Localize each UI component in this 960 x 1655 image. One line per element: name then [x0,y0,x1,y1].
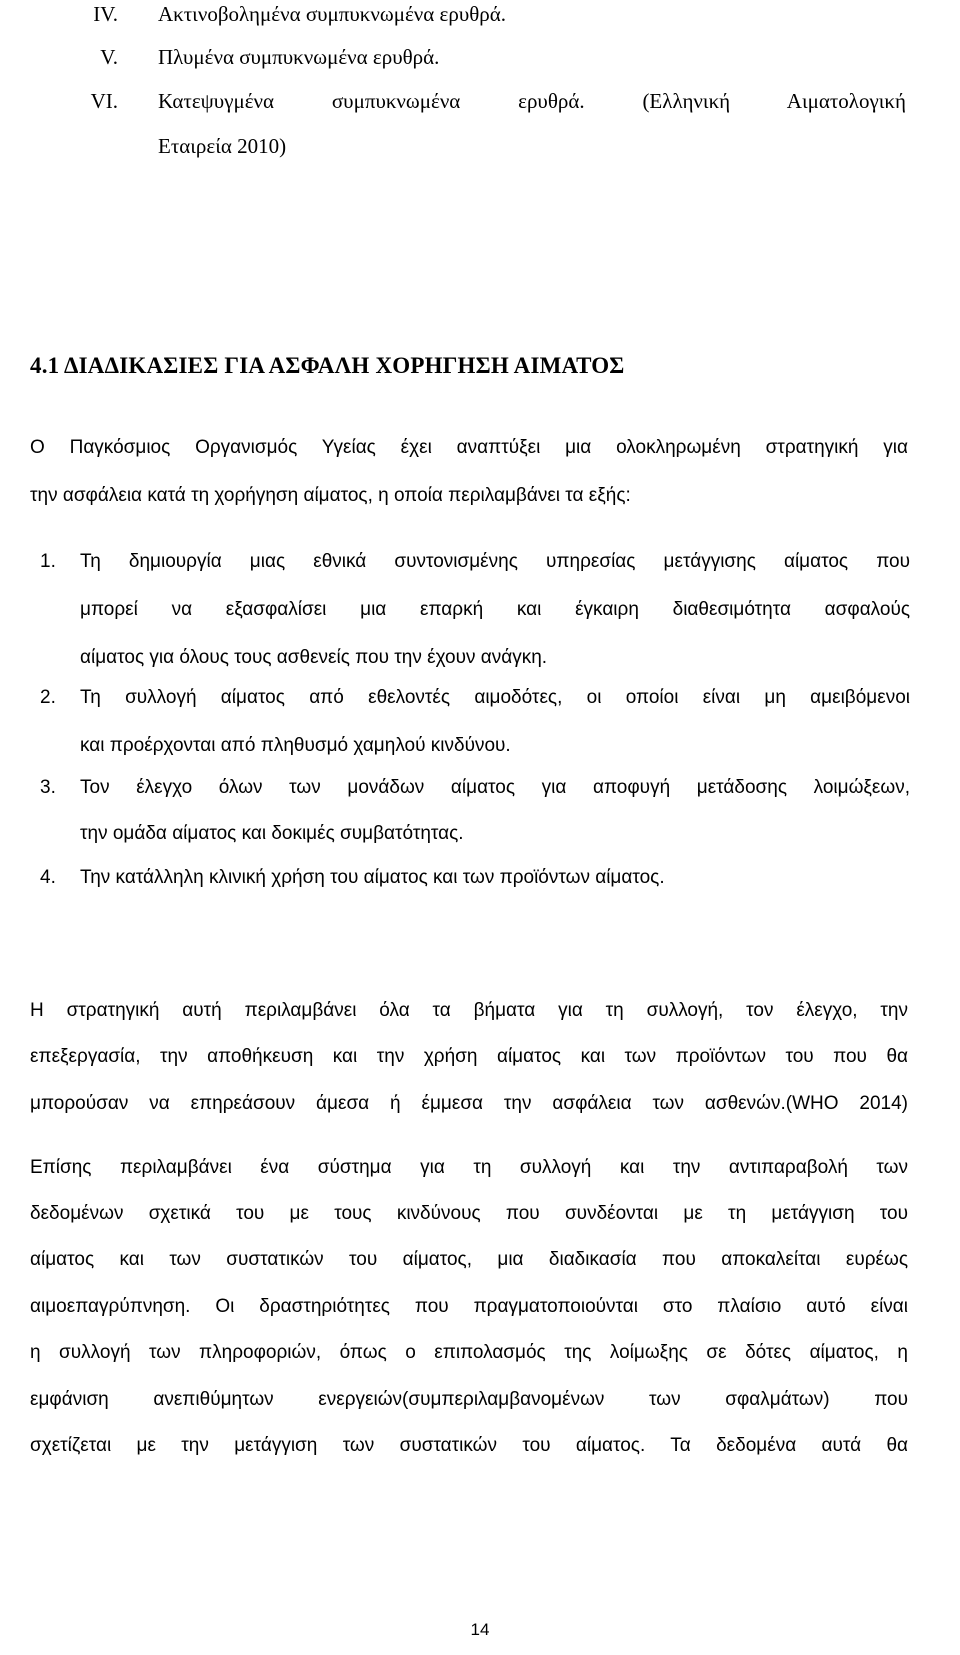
list-marker: 2. [40,687,56,708]
paragraph-line: Ο Παγκόσμιος Οργανισμός Υγείας έχει αναπτύξει μια ολοκληρωμένη στρατηγική για [30,437,908,458]
list-item [0,81,960,121]
paragraph-line: επεξεργασία, την αποθήκευση και την χρήση αίματος και των προϊόντων του που θα [30,1046,908,1067]
list-item [0,0,960,34]
section-heading: 4.1 ΔΙΑΔΙΚΑΣΙΕΣ ΓΙΑ ΑΣΦΑΛΗ ΧΟΡΗΓΗΣΗ ΑΙΜΑΤΟΣ [30,353,625,378]
list-item-continuation [0,126,960,166]
list-item-line: την ομάδα αίματος και δοκιμές συμβατότητας. [80,823,464,844]
paragraph-line: Επίσης περιλαμβάνει ένα σύστημα για τη συλλογή και την αντιπαραβολή των [30,1157,908,1178]
paragraph-line: σχετίζεται με την μετάγγιση των συστατικών του αίματος. Τα δεδομένα αυτά θα [30,1435,908,1456]
list-item-line: μπορεί να εξασφαλίσει μια επαρκή και έγκαιρη διαθεσιμότητα ασφαλούς [80,599,910,620]
paragraph-line: αίματος και των συστατικών του αίματος, μια διαδικασία που αποκαλείται ευρέως [30,1249,908,1270]
paragraph-line: αιμοεπαγρύπνηση. Οι δραστηριότητες που πραγματοποιούνται στο πλαίσιο αυτό είναι [30,1296,908,1317]
paragraph-line: δεδομένων σχετικά του με τους κινδύνους που συνδέονται με τη μετάγγιση του [30,1203,908,1224]
paragraph-line: Η στρατηγική αυτή περιλαμβάνει όλα τα βήματα για τη συλλογή, τον έλεγχο, την [30,1000,908,1021]
list-marker: 3. [40,777,56,798]
paragraph-line: εμφάνιση ανεπιθύμητων ενεργειών(συμπεριλαμβανομένων των σφαλμάτων) που [30,1389,908,1410]
page-number: 14 [470,1620,490,1639]
paragraph-line: μπορούσαν να επηρεάσουν άμεσα ή έμμεσα την ασφάλεια των ασθενών.(WHO 2014) [30,1093,908,1114]
list-item-line: και προέρχονται από πληθυσμό χαμηλού κινδύνου. [80,735,511,756]
list-item [0,37,960,77]
list-item-line: Τη δημιουργία μιας εθνικά συντονισμένης υπηρεσίας μετάγγισης αίματος που [80,551,910,572]
list-item-text: Ακτινοβολημένα συμπυκνωμένα ερυθρά. [158,2,507,26]
list-marker: IV. [93,2,118,26]
list-marker: 4. [40,867,56,888]
list-item-line: Τον έλεγχο όλων των μονάδων αίματος για αποφυγή μετάδοσης λοιμώξεων, [80,777,910,798]
list-marker: 1. [40,551,56,572]
paragraph-line: η συλλογή των πληροφοριών, όπως ο επιπολασμός της λοίμωξης σε δότες αίματος, η [30,1342,908,1363]
list-item-text: Εταιρεία 2010) [158,134,287,158]
list-item-line: αίματος για όλους τους ασθενείς που την έχουν ανάγκη. [80,647,548,668]
list-item-text: Κατεψυγμένα συμπυκνωμένα ερυθρά. (Ελληνική Αιματολογική [158,89,906,113]
list-item-line: Τη συλλογή αίματος από εθελοντές αιμοδότες, οι οποίοι είναι μη αμειβόμενοι [80,687,910,708]
list-marker: V. [100,45,118,69]
paragraph-line: την ασφάλεια κατά τη χορήγηση αίματος, η οποία περιλαμβάνει τα εξής: [30,485,631,506]
list-item-text: Πλυμένα συμπυκνωμένα ερυθρά. [158,45,440,69]
list-item-line: Την κατάλληλη κλινική χρήση του αίματος και των προϊόντων αίματος. [80,867,665,888]
list-marker: VI. [90,89,118,113]
